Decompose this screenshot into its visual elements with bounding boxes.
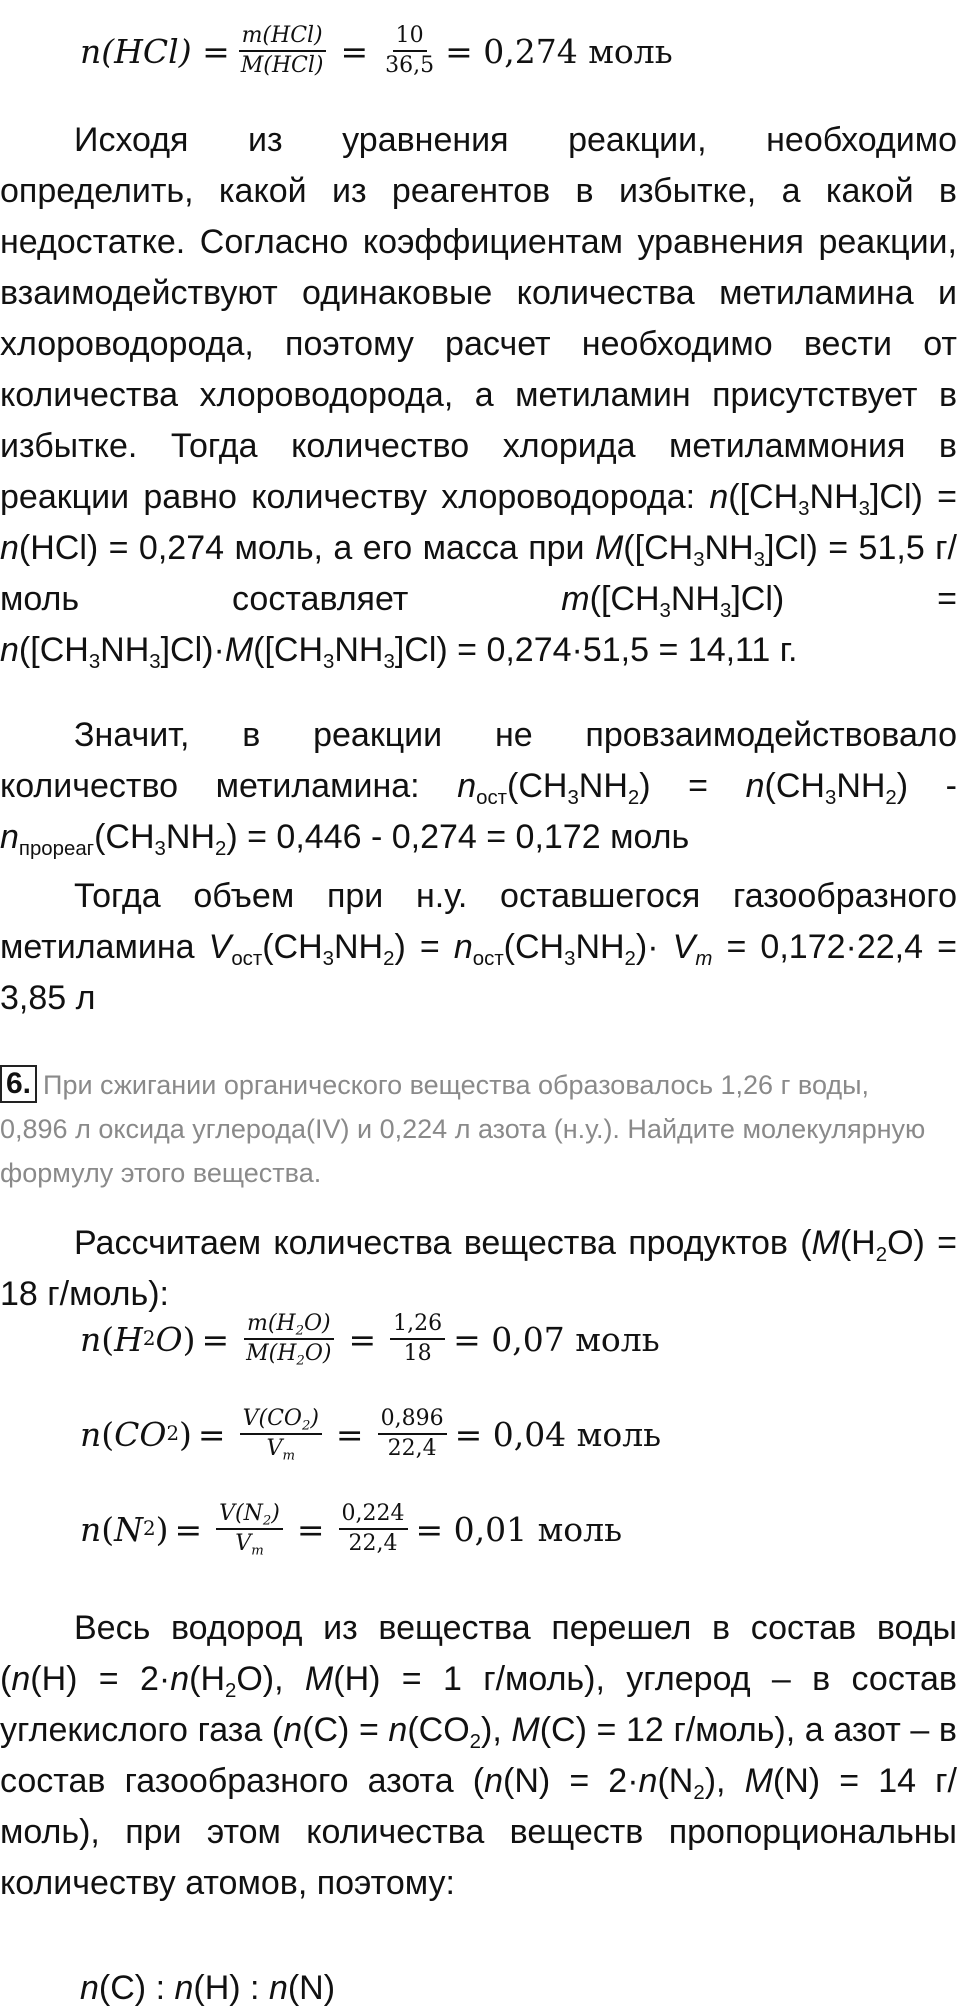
- formula-result: = 0,01 моль: [415, 1509, 623, 1549]
- fraction: $\frac{0,896}{22,4}$: [378, 1405, 447, 1463]
- fraction: $\frac{\text{m(HCl)}}{\text{M(HCl)}}$: [238, 22, 327, 80]
- paragraph-excess-analysis: Исходя из уравнения реакции, необходимо определить, какой из реагентов в избытке, а какой в недостатке. Согласно коэффициентам уравнения реакции, взаимодействуют одинаковые количества метиламина и хлороводорода, поэтому расчет необходимо вести от количества хлороводорода, а метиламин присутствует в избытке. Тогда количество хлорида метиламмония в реакции равно количеству хлороводорода: $n([CH_3NH_3]Cl) = n(HCl) = 0,274$ моль, а его масса при $M([CH_3NH_3]Cl) = 51,5$ г/моль составляет $m([CH_3NH_3]Cl) = n([CH_3NH_3]Cl)\cdot M([CH_3NH_3]Cl) = 0,274\cdot 51,5 = 14,11$ г.: [0, 121, 958, 674]
- formula-hcl: n(HCl) = $\frac{\text{m(HCl)}}{\text{M(HCl)}}$ = $\frac{10}{36,5}$ = 0,274 моль: [80, 23, 673, 78]
- fraction: $\frac{10}{36,5}$: [385, 23, 435, 78]
- formula-n2: n ( N 2 ) = $\frac{V(N_2)}{V_m}$ = $\frac{0,224}{22,4}$ = 0,01 моль: [80, 1501, 623, 1559]
- ratio-line: n(C) : n(H) : n(N): [80, 1969, 336, 2007]
- fraction: $\frac{0,224}{22,4}$: [339, 1500, 408, 1558]
- paragraph-atom-proportions: Весь водород из вещества перешел в состав воды ($n(H) = 2\cdot n(H_2O)$, M(H) = 1 г/моль), углерод – в состав углекислого газа ($n(C) = n(CO_2)$, M(C) = 12 г/моль), а азот – в состав газообразного азота ($n(N) = 2\cdot n(N_2)$, M(N) = 14 г/моль), при этом количества веществ пропорциональны количеству атомов, поэтому:: [0, 1609, 957, 1902]
- formula-h2o: n ( H 2 O ) = $\frac{m(H_2O)}{M(H_2O)}$ = $\frac{1,26}{18}$ = 0,07 моль: [80, 1311, 660, 1369]
- paragraph-unreacted-amount: Значит, в реакции не провзаимодействовало количество метиламина: $n_{ост}(CH_3NH_2) = n(CH_3NH_2) - n_{прореаг}(CH_3NH_2) = 0,446 - 0,274 = 0,172$ моль: [0, 716, 958, 861]
- task-number-badge: 6.: [0, 1065, 37, 1103]
- formula-co2: n ( CO 2 ) = $\frac{V(CO_2)}{V_m}$ = $\frac{0,896}{22,4}$ = 0,04 моль: [80, 1406, 662, 1464]
- paragraph-volume: Тогда объем при н.у. оставшегося газообразного метиламина $V_{ост}(CH_3NH_2) = n_{ост}(CH_3NH_2)\cdot V_m = 0,172\cdot 22,4 = 3,85$ л: [0, 877, 957, 1017]
- formula-lhs: n(HCl) =: [80, 31, 230, 71]
- fraction: $\frac{V(CO_2)}{V_m}$: [240, 1405, 322, 1463]
- paragraph-product-amounts: Рассчитаем количества вещества продуктов ($M(H_2O) = 18$ г/моль):: [0, 1224, 957, 1313]
- fraction: $\frac{m(H_2O)}{M(H_2O)}$: [243, 1310, 334, 1368]
- formula-result: = 0,07 моль: [453, 1319, 660, 1359]
- fraction: $\frac{V(N_2)}{V_m}$: [216, 1500, 283, 1558]
- fraction: $\frac{1,26}{18}$: [390, 1310, 445, 1368]
- formula-result: = 0,04 моль: [454, 1414, 662, 1454]
- task-6-statement: 6. При сжигании органического вещества образовалось 1,26 г воды, 0,896 л оксида углерода(IV) и 0,224 л азота (н.у.). Найдите молекулярную формулу этого вещества.: [0, 1067, 926, 1188]
- formula-result: = 0,274 моль: [445, 31, 673, 71]
